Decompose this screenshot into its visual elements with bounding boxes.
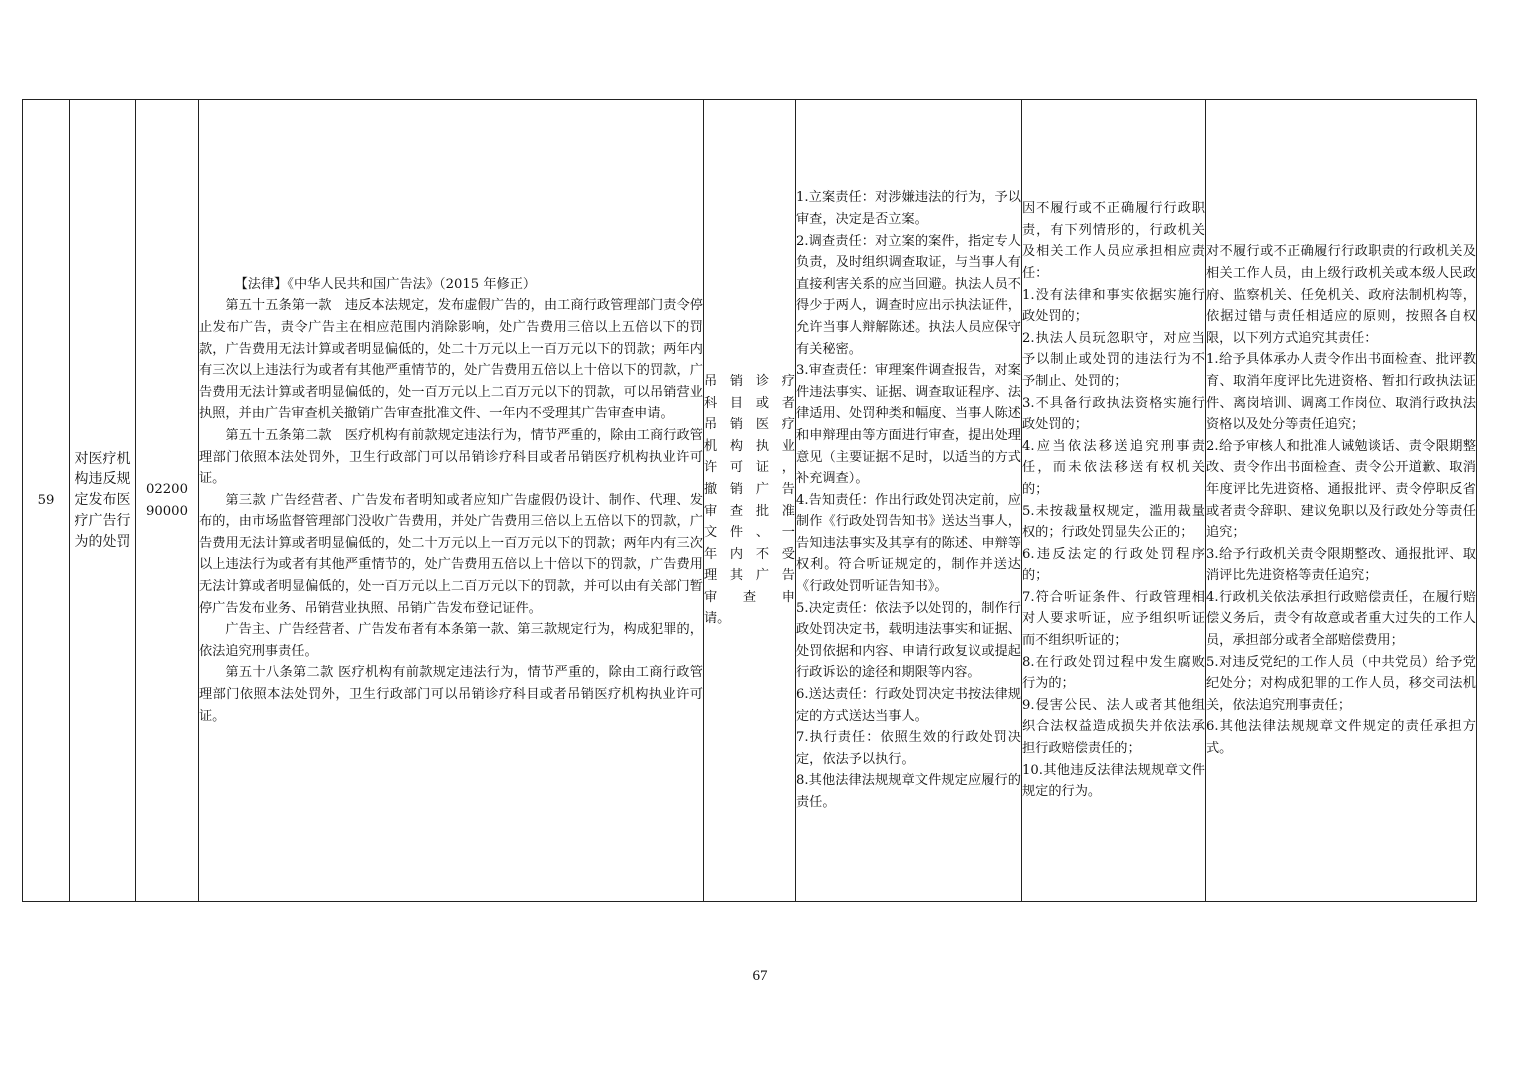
penalty-result-line: 审 查 申 (704, 589, 795, 605)
penalty-result-line: 许可证， (704, 460, 795, 476)
legal-basis-paragraph: 第三款 广告经营者、广告发布者明知或者应知广告虚假仍设计、制作、代理、发布的，由市场监督管理部门没收广告费用，并处广告费用三倍以上五倍以下的罚款，广告费用无法计算或者明显偏低的，处二十万元以上一百万元以下的罚款；两年内有三次以上违法行为或者有其他严重情节的，处广告费用五倍以上十倍以下的罚款，广告费用无法计算或者明显偏低的，处一百万元以上二百万元以下的罚款，并可以由有关部门暂停广告发布业务、吊销营业执照、吊销广告发布登记证件。 (199, 492, 703, 616)
penalty-result-line: 机构执业 (704, 438, 795, 454)
accountability-case: 10.其他违反法律法规规章文件规定的行为。 (1022, 762, 1205, 800)
responsibility-item: 3.审查责任：审理案件调查报告，对案件违法事实、证据、调查取证程序、法律适用、处罚种类和幅度、当事人陈述和申辩理由等方面进行审查，提出处理意见（主要证据不足时，以适当的方式补充调查）。 (796, 363, 1021, 487)
item-code-line: 02200 (146, 481, 188, 497)
responsibility-item: 2.调查责任：对立案的案件，指定专人负责，及时组织调查取证，与当事人有直接利害关系的应当回避。执法人员不得少于两人，调查时应出示执法证件，允许当事人辩解陈述。执法人员应保守有关秘密。 (796, 233, 1021, 357)
penalty-result-line: 年内不受 (704, 546, 795, 562)
accountability-methods-cell (1206, 100, 1477, 902)
penalty-result-line: 文件、一 (704, 525, 795, 541)
accountability-case: 2.执法人员玩忽职守，对应当予以制止或处罚的违法行为不予制止、处罚的； (1022, 330, 1205, 389)
accountability-case: 9.侵害公民、法人或者其他组织合法权益造成损失并依法承担行政赔偿责任的； (1022, 697, 1205, 757)
accountability-case: 7.符合听证条件、行政管理相对人要求听证，应予组织听证而不组织听证的； (1022, 589, 1205, 649)
accountability-method: 2.给予审核人和批准人诫勉谈话、责令限期整改、责令作出书面检查、责令公开道歉、取消年度评比先进资格、通报批评、责令停职反省或者责令辞职、建议免职以及行政处分等责任追究； (1206, 438, 1476, 541)
penalty-result-line: 撤销广告 (704, 481, 795, 497)
row-number: 59 (23, 100, 70, 902)
penalty-result-line: 科目或者 (704, 395, 795, 411)
legal-basis-paragraph: 第五十五条第一款 违反本法规定，发布虚假广告的，由工商行政管理部门责令停止发布广告，责令广告主在相应范围内消除影响，处广告费用三倍以上五倍以下的罚款，广告费用无法计算或者明显偏低的，处二十万元以上一百万元以下的罚款；两年内有三次以上违法行为或者有其他严重情节的，处广告费用五倍以上十倍以下的罚款，广告费用无法计算或者明显偏低的，处一百万元以上二百万元以下的罚款，可以吊销营业执照，并由广告审查机关撤销广告审查批准文件、一年内不受理其广告审查申请。 (199, 298, 703, 422)
table-row (23, 100, 1477, 902)
responsibility-item: 1.立案责任：对涉嫌违法的行为，予以审查，决定是否立案。 (796, 190, 1021, 227)
accountability-case: 4.应当依法移送追究刑事责任，而未依法移送有权机关的； (1022, 438, 1205, 497)
legal-basis-title: 【法律】《中华人民共和国广告法》（2015 年修正） (234, 276, 537, 292)
power-list-table (22, 99, 1477, 902)
item-name: 对医疗机构违反规定发布医疗广告行为的处罚 (74, 450, 131, 550)
responsibility-item: 8.其他法律法规规章文件规定应履行的责任。 (796, 773, 1021, 811)
penalty-result-line: 请。 (704, 611, 731, 627)
accountability-method: 4.行政机关依法承担行政赔偿责任，在履行赔偿义务后，责令有故意或者重大过失的工作人员，承担部分或者全部赔偿费用； (1206, 589, 1476, 649)
responsibility-item: 7.执行责任：依照生效的行政处罚决定，依法予以执行。 (796, 730, 1021, 767)
accountability-method: 对不履行或不正确履行行政职责的行政机关及相关工作人员，由上级行政机关或本级人民政府、监察机关、任免机关、政府法制机构等，依据过错与责任相适应的原则，按照各自权限，以下列方式追究其责任： (1206, 244, 1476, 346)
item-name-cell (70, 100, 136, 902)
accountability-case: 1.没有法律和事实依据实施行政处罚的； (1022, 287, 1205, 325)
item-code-cell (136, 100, 199, 902)
responsibility-cell (796, 100, 1022, 902)
accountability-cases-cell (1022, 100, 1206, 902)
accountability-method: 6.其他法律法规规章文件规定的责任承担方式。 (1206, 719, 1476, 757)
legal-basis-paragraph: 第五十八条第二款 医疗机构有前款规定违法行为，情节严重的，除由工商行政管理部门依照本法处罚外，卫生行政部门可以吊销诊疗科目或者吊销医疗机构执业许可证。 (199, 665, 703, 724)
responsibility-item: 4.告知责任：作出行政处罚决定前，应制作《行政处罚告知书》送达当事人，告知违法事实及其享有的陈述、申辩等权利。符合听证规定的，制作并送达《行政处罚听证告知书》。 (796, 492, 1021, 595)
accountability-method: 5.对违反党纪的工作人员（中共党员）给予党纪处分；对构成犯罪的工作人员，移交司法机关，依法追究刑事责任； (1206, 654, 1476, 713)
accountability-method: 3.给予行政机关责令限期整改、通报批评、取消评比先进资格等责任追究； (1206, 546, 1476, 584)
page-number: 67 (752, 968, 768, 984)
legal-basis-paragraph: 第五十五条第二款 医疗机构有前款规定违法行为，情节严重的，除由工商行政管理部门依照本法处罚外，卫生行政部门可以吊销诊疗科目或者吊销医疗机构执业许可证。 (199, 427, 703, 487)
penalty-result-line: 吊销医疗 (704, 417, 795, 433)
item-code-line: 90000 (146, 503, 188, 519)
accountability-case: 5.未按裁量权规定，滥用裁量权的；行政处罚显失公正的； (1022, 503, 1205, 541)
accountability-case: 6.违反法定的行政处罚程序的； (1022, 546, 1205, 584)
accountability-case: 3.不具备行政执法资格实施行政处罚的； (1022, 395, 1205, 433)
penalty-result-cell (704, 100, 796, 902)
accountability-case: 因不履行或不正确履行行政职责，有下列情形的，行政机关及相关工作人员应承担相应责任： (1022, 201, 1205, 281)
penalty-result-line: 审查批准 (704, 503, 795, 519)
responsibility-item: 6.送达责任：行政处罚决定书按法律规定的方式送达当事人。 (796, 687, 1021, 724)
legal-basis-cell (199, 100, 704, 902)
penalty-result-line: 理其广告 (704, 568, 795, 584)
responsibility-item: 5.决定责任：依法予以处罚的，制作行政处罚决定书，载明违法事实和证据、处罚依据和内容、申请行政复议或提起行政诉讼的途径和期限等内容。 (796, 600, 1021, 681)
legal-basis-paragraph: 广告主、广告经营者、广告发布者有本条第一款、第三款规定行为，构成犯罪的，依法追究刑事责任。 (199, 622, 703, 659)
item-code (136, 479, 198, 522)
penalty-result-line: 吊销诊疗 (704, 373, 795, 389)
accountability-case: 8.在行政处罚过程中发生腐败行为的； (1022, 654, 1205, 692)
accountability-method: 1.给予具体承办人责令作出书面检查、批评教育、取消年度评比先进资格、暂扣行政执法证件、离岗培训、调离工作岗位、取消行政执法资格以及处分等责任追究； (1206, 352, 1476, 433)
